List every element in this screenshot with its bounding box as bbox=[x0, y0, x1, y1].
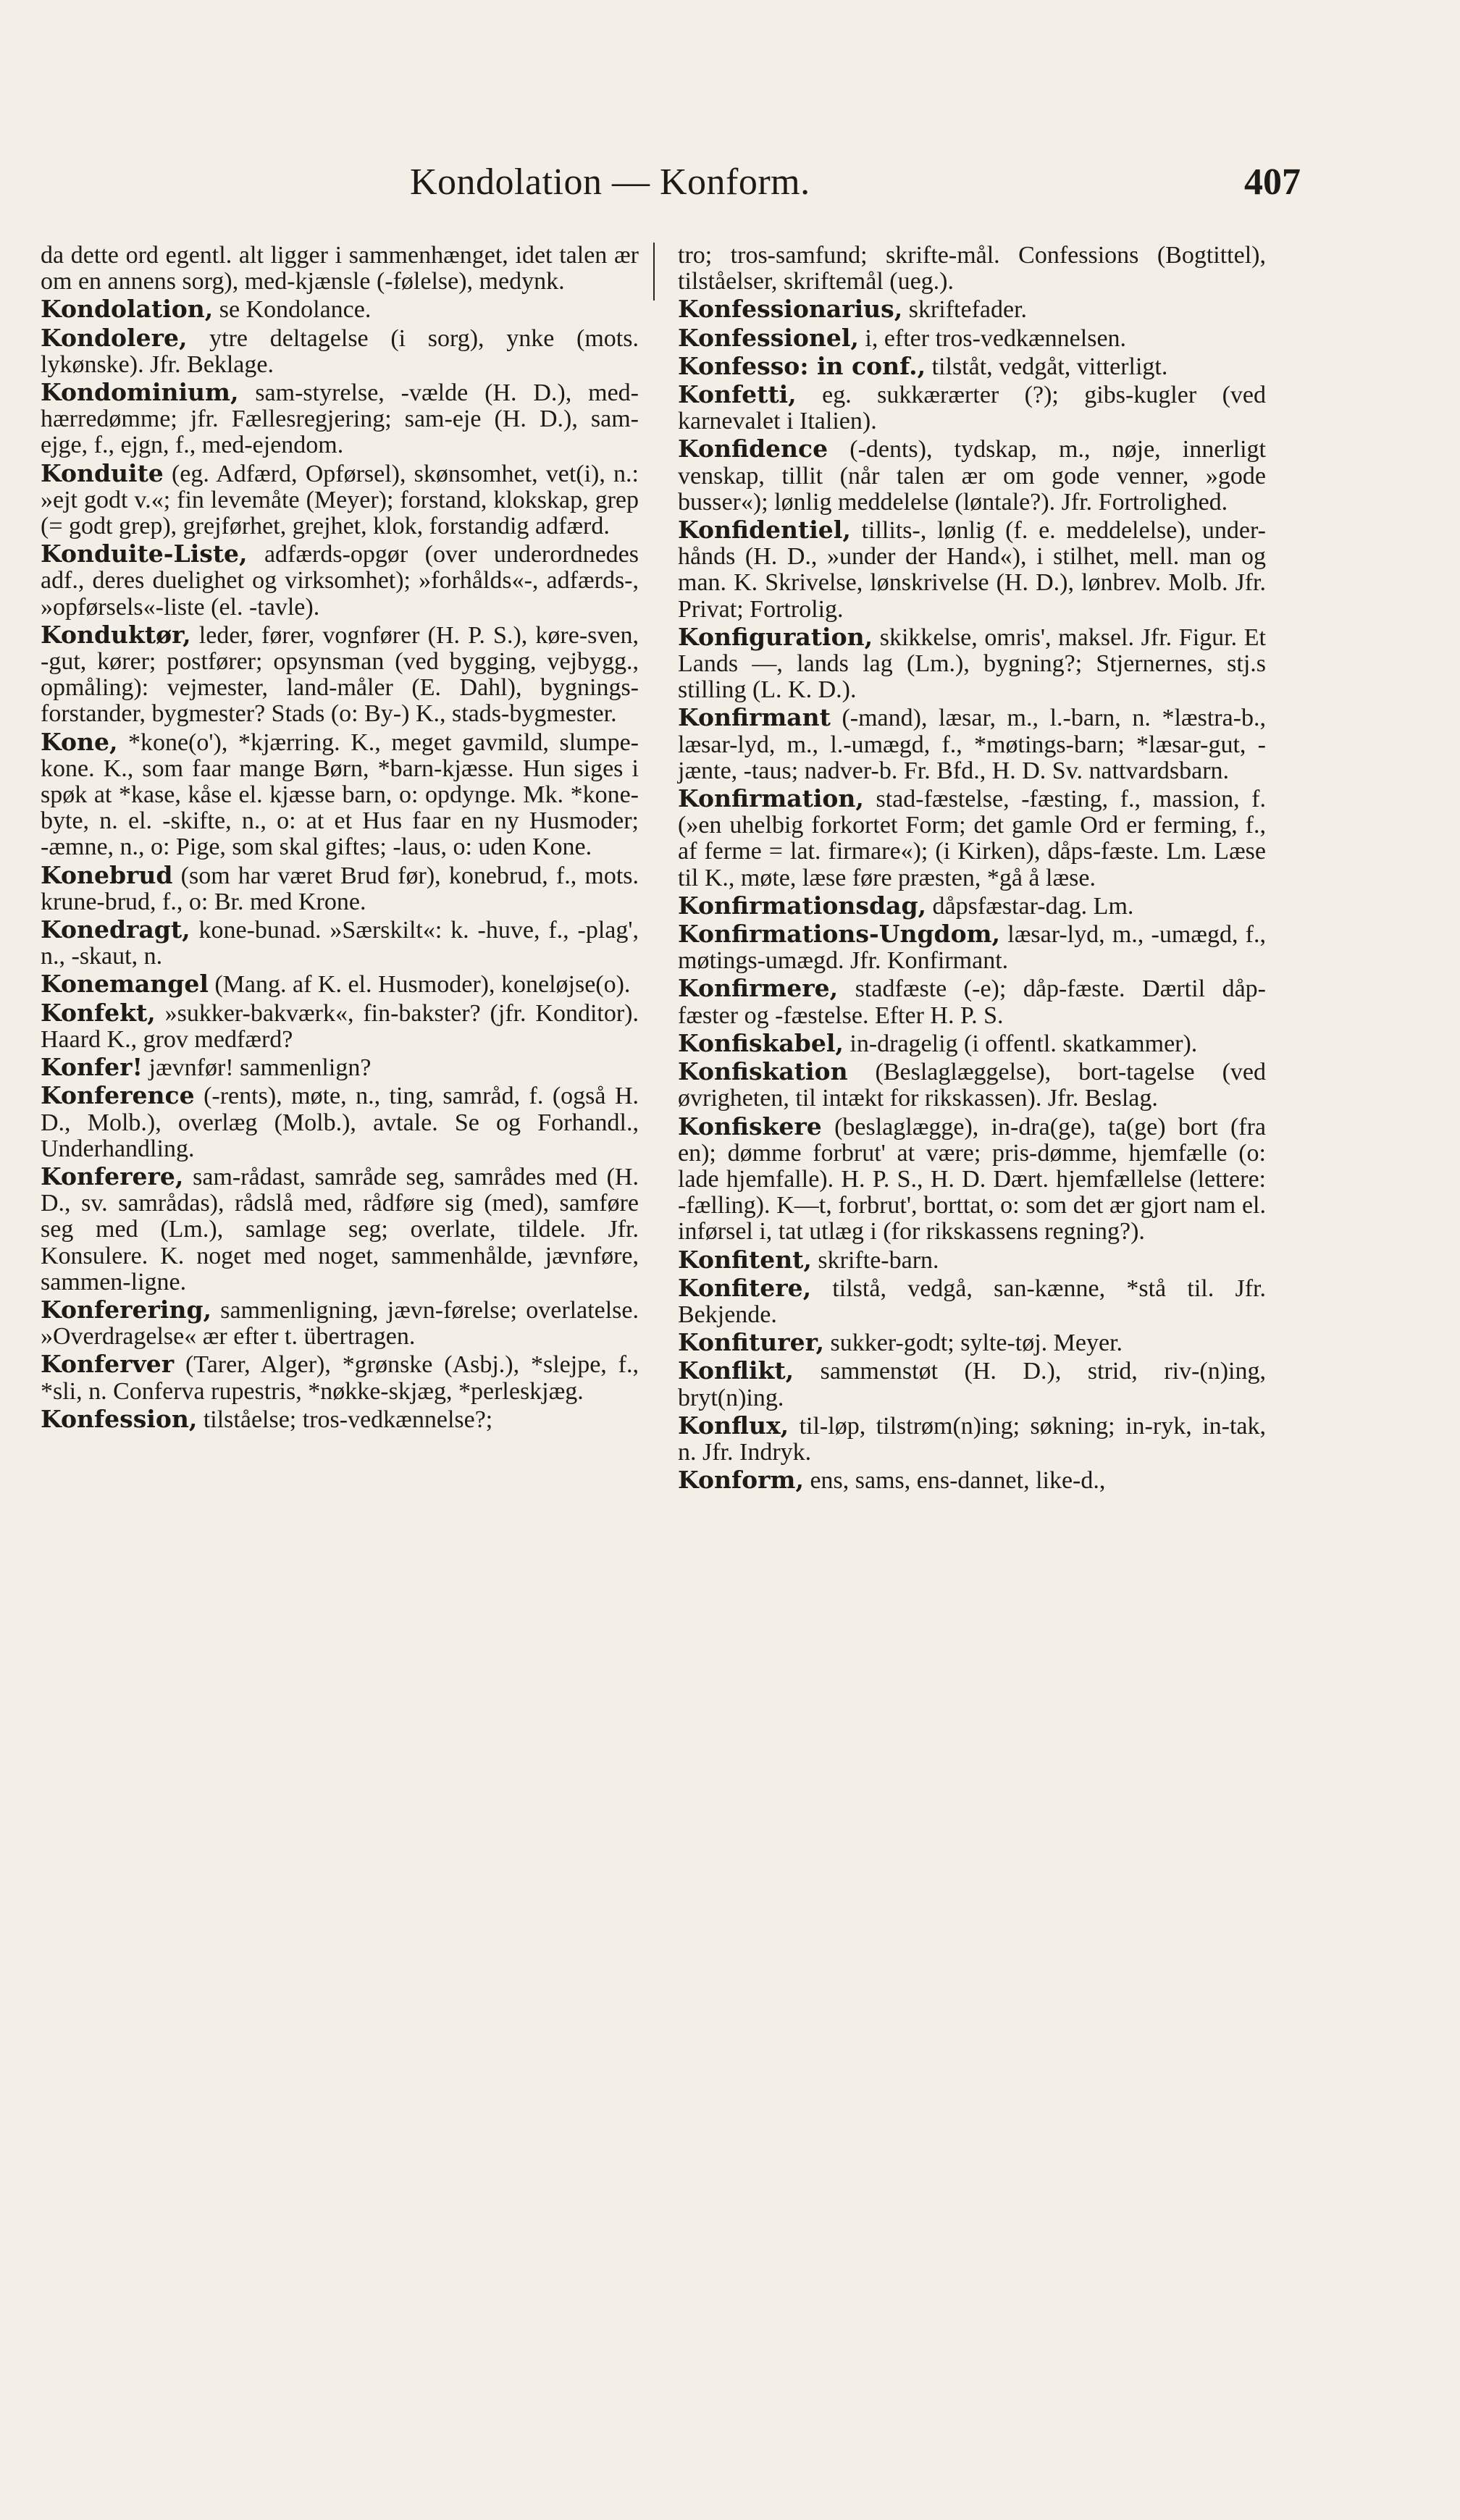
dictionary-entry bbox=[678, 624, 1266, 704]
entry-headword: Konflikt, bbox=[678, 1356, 794, 1385]
entry-definition: læsar-lyd, m., -umægd, f., møtings-umægd. Jfr. Konfirmant. bbox=[678, 921, 1266, 975]
entry-headword: Konfesso: in conf., bbox=[678, 351, 926, 380]
dictionary-entry bbox=[678, 1467, 1266, 1494]
dictionary-entry bbox=[678, 1247, 1266, 1274]
dictionary-entry bbox=[41, 1000, 639, 1053]
entry-definition: sukker-godt; sylte-tøj. Meyer. bbox=[824, 1330, 1123, 1357]
entry-definition: adfærds-opgør (over underordnedes adf., deres duelighet og virksomhet); »forhålds«-, adfærds-, »opførsels«-liste (el. -tavle). bbox=[41, 541, 639, 621]
entry-headword: Konfiskere bbox=[678, 1112, 822, 1141]
dictionary-entry bbox=[41, 1351, 639, 1404]
dictionary-entry bbox=[678, 1358, 1266, 1411]
entry-headword: Konferere, bbox=[41, 1162, 184, 1190]
entry-headword: Konfirmant bbox=[678, 703, 831, 732]
dictionary-entry bbox=[41, 729, 639, 861]
dictionary-entry bbox=[678, 382, 1266, 434]
page-title: Kondolation — Konform. bbox=[410, 161, 810, 203]
entry-headword: Kondolation, bbox=[41, 295, 214, 324]
dictionary-entry bbox=[678, 705, 1266, 784]
dictionary-entry bbox=[678, 353, 1266, 380]
column-divider bbox=[653, 243, 655, 301]
dictionary-entry bbox=[41, 622, 639, 728]
dictionary-entry bbox=[678, 786, 1266, 891]
dictionary-entry bbox=[678, 1330, 1266, 1356]
dictionary-entry bbox=[41, 1164, 639, 1295]
entry-headword: Konform, bbox=[678, 1466, 804, 1495]
entry-headword: Konfessionel, bbox=[678, 323, 859, 352]
entry-headword: Kone, bbox=[41, 727, 118, 756]
entry-definition: tilståt, vedgåt, vitterligt. bbox=[926, 353, 1168, 380]
right-column bbox=[678, 243, 1266, 1495]
entry-definition: (-mand), læsar, m., l.-barn, n. *læstra-b., læsar-lyd, m., l.-umægd, f., *møtings-barn; *læsar-gut, -jænte, -taus; nadver-b. Fr. Bfd., H. D. Sv. nattvardsbarn. bbox=[678, 705, 1266, 784]
entry-definition: leder, fører, vognfører (H. P. S.), køre-sven, -gut, kører; postfører; opsynsman (ved bygging, vejbygg., opmåling): vejmester, land-måler (E. Dahl), bygnings-forstander, bygmester? Stads (o: By-) K., stads-bygmester. bbox=[41, 621, 639, 728]
entry-definition: *kone(o'), *kjærring. K., meget gavmild, slumpe-kone. K., som faar mange Børn, *barn-kjæsse. Hun siges i spøk at *kase, kåse el. kjæsse barn, o: opdynge. Mk. *kone-byte, n. el. -skifte, n., o: at et Hus faar en ny Husmoder; -æmne, n., o: Pige, som skal giftes; -laus, o: uden Kone. bbox=[41, 728, 639, 861]
entry-headword: Konfiskation bbox=[678, 1057, 848, 1086]
entry-definition: tilstå, vedgå, san-kænne, *stå til. Jfr. Bekjende. bbox=[678, 1274, 1266, 1328]
entry-definition: ens, sams, ens-dannet, like-d., bbox=[803, 1467, 1106, 1495]
dictionary-entry bbox=[678, 296, 1266, 323]
dictionary-entry bbox=[41, 458, 639, 540]
entry-definition: sammenligning, jævn-førelse; overlatelse. »Overdragelse« ær efter t. übertragen. bbox=[41, 1296, 639, 1351]
entry-headword: Konfitere, bbox=[678, 1273, 812, 1302]
entry-definition: jævnfør! sammenlign? bbox=[143, 1054, 372, 1082]
running-head bbox=[410, 161, 1301, 211]
entry-definition: i, efter tros-vedkænnelsen. bbox=[858, 324, 1127, 352]
entry-definition: skikkelse, omris', maksel. Jfr. Figur. Et Lands —, lands lag (Lm.), bygning?; Stjernernes, stj.s stilling (L. K. D.). bbox=[678, 623, 1266, 704]
entry-headword: Konfessionarius, bbox=[678, 295, 903, 324]
entry-headword: Konfidence bbox=[678, 434, 828, 463]
entry-headword: Konfekt, bbox=[41, 998, 156, 1027]
page-number: 407 bbox=[1244, 161, 1301, 203]
entry-definition: »sukker-bakværk«, fin-bakster? (jfr. Konditor). Haard K., grov medfærd? bbox=[41, 999, 639, 1053]
entry-definition: (Mang. af K. el. Husmoder), koneløjse(o). bbox=[208, 971, 631, 999]
dictionary-entry bbox=[41, 917, 639, 970]
entry-definition: kone-bunad. »Særskilt«: k. -huve, f., -plag', n., -skaut, n. bbox=[41, 917, 639, 970]
dictionary-entry bbox=[678, 1030, 1266, 1057]
dictionary-entry bbox=[41, 541, 639, 621]
dictionary-entry bbox=[41, 1054, 639, 1081]
dictionary-entry bbox=[41, 379, 639, 459]
entry-headword: Konfession, bbox=[41, 1404, 198, 1433]
entry-definition: skrifte-barn. bbox=[811, 1246, 939, 1274]
dictionary-entry bbox=[41, 1083, 639, 1162]
entry-headword: Konebrud bbox=[41, 860, 173, 889]
entry-definition: (eg. Adfærd, Opførsel), skønsomhet, vet(i), n.: »ejt godt v.«; fin levemåte (Meyer); forstand, klokskap, grep (= godt grep), grejførhet, grejhet, klok, forstandig adfærd. bbox=[41, 460, 639, 540]
dictionary-entry bbox=[678, 325, 1266, 352]
dictionary-entry bbox=[678, 1413, 1266, 1466]
dictionary-entry bbox=[41, 296, 639, 323]
entry-definition: dåpsfæstar-dag. Lm. bbox=[926, 892, 1134, 920]
entry-headword: Konfiturer, bbox=[678, 1328, 825, 1357]
entry-headword: Konfiguration, bbox=[678, 622, 873, 651]
dictionary-entry bbox=[41, 243, 639, 295]
entry-definition: (Tarer, Alger), *grønske (Asbj.), *slejpe, f., *sli, n. Conferva rupestris, *nøkke-skjæg, *perleskjæg. bbox=[41, 1351, 639, 1405]
entry-definition: se Kondolance. bbox=[213, 296, 372, 324]
entry-headword: Konfiskabel, bbox=[678, 1028, 844, 1057]
entry-definition: in-dragelig (i offentl. skatkammer). bbox=[843, 1030, 1198, 1057]
entry-headword: Konfer! bbox=[41, 1053, 143, 1082]
entry-headword: Kondominium, bbox=[41, 378, 239, 407]
dictionary-entry bbox=[678, 436, 1266, 516]
entry-headword: Konfetti, bbox=[678, 380, 797, 409]
entry-headword: Konedragt, bbox=[41, 915, 190, 944]
entry-headword: Konfirmationsdag, bbox=[678, 891, 927, 920]
entry-definition: tilståelse; tros-vedkænnelse?; bbox=[197, 1406, 493, 1433]
entry-definition: (-dents), tydskap, m., nøje, innerligt venskap, tillit (når talen ær om gode venner, »gode busser«); lønlig meddelelse (løntale?). Jfr. Fortrolighed. bbox=[678, 436, 1266, 516]
entry-headword: Konference bbox=[41, 1081, 195, 1110]
entry-headword: Konferering, bbox=[41, 1295, 212, 1324]
entry-definition: stad-fæstelse, -fæsting, f., massion, f. (»en uhelbig forkortet Form; det gamle Ord er ferming, f., af ferme = lat. firmare«); (i Kirken), dåps-fæste. Lm. Læse til K., møte, læse føre præsten, *gå å læse. bbox=[678, 786, 1266, 891]
entry-definition: (som har været Brud før), konebrud, f., mots. krune-brud, f., o: Br. med Krone. bbox=[41, 862, 639, 915]
entry-headword: Konfirmere, bbox=[678, 974, 839, 1003]
entry-definition: sammenstøt (H. D.), strid, riv-(n)ing, bryt(n)ing. bbox=[678, 1358, 1266, 1411]
dictionary-entry bbox=[41, 971, 639, 998]
dictionary-entry bbox=[678, 243, 1266, 295]
dictionary-entry bbox=[41, 1297, 639, 1350]
entry-headword: Konemangel bbox=[41, 970, 209, 999]
entry-definition: ytre deltagelse (i sorg), ynke (mots. lykønske). Jfr. Beklage. bbox=[41, 324, 639, 378]
entry-headword: Konduite bbox=[41, 458, 164, 487]
dictionary-entry bbox=[41, 325, 639, 378]
entry-definition: da dette ord egentl. alt ligger i sammenhænget, idet talen ær om en annens sorg), med-kjænsle (-følelse), medynk. bbox=[41, 242, 639, 295]
entry-definition: tro; tros-samfund; skrifte-mål. Confessions (Bogtittel), tilståelser, skriftemål (ueg.). bbox=[678, 242, 1266, 295]
dictionary-entry bbox=[41, 862, 639, 915]
dictionary-entry bbox=[678, 893, 1266, 920]
entry-definition: tillits-, lønlig (f. e. meddelelse), under-hånds (H. D., »under der Hand«), i stilhet, mell. man og man. K. Skrivelse, lønskrivelse (H. D.), lønbrev. Molb. Jfr. Privat; Fortrolig. bbox=[678, 517, 1266, 623]
dictionary-entry bbox=[678, 517, 1266, 623]
dictionary-entry bbox=[678, 1275, 1266, 1328]
dictionary-entry bbox=[678, 1059, 1266, 1112]
entry-headword: Konduktør, bbox=[41, 620, 191, 649]
entry-definition: skriftefader. bbox=[902, 296, 1028, 324]
entry-definition: sam-styrelse, -vælde (H. D.), med-hærredømme; jfr. Fællesregjering; sam-eje (H. D.), sam-ejge, f., ejgn, f., med-ejendom. bbox=[41, 379, 639, 459]
entry-definition: eg. sukkærærter (?); gibs-kugler (ved karnevalet i Italien). bbox=[678, 382, 1266, 435]
entry-headword: Kondolere, bbox=[41, 323, 188, 352]
left-column bbox=[41, 243, 639, 1435]
entry-definition: (beslaglægge), in-dra(ge), ta(ge) bort (fra en); dømme forbrut' at være; pris-dømme, hjemfælle (o: lade hjemfalle). H. P. S., H. D. Dært. hjemfællelse (lettere: -fælling). K—t, forbrut', borttat, o: som det ær gjort nam el. inførsel i, tat utlæg i (for rikskassens regning?). bbox=[678, 1113, 1266, 1246]
entry-definition: stadfæste (-e); dåp-fæste. Dærtil dåp-fæster og -fæstelse. Efter H. P. S. bbox=[678, 975, 1266, 1029]
entry-definition: til-løp, tilstrøm(n)ing; søkning; in-ryk, in-tak, n. Jfr. Indryk. bbox=[678, 1412, 1266, 1466]
dictionary-entry bbox=[41, 1406, 639, 1433]
entry-headword: Konduite-Liste, bbox=[41, 539, 248, 568]
entry-headword: Konfidentiel, bbox=[678, 516, 851, 545]
dictionary-entry bbox=[678, 1114, 1266, 1246]
entry-headword: Konfirmation, bbox=[678, 784, 864, 813]
entry-headword: Konflux, bbox=[678, 1411, 789, 1440]
entry-definition: (Beslaglæggelse), bort-tagelse (ved øvrigheten, til intækt for rikskassen). Jfr. Beslag. bbox=[678, 1059, 1266, 1112]
dictionary-entry bbox=[678, 975, 1266, 1028]
entry-headword: Konferver bbox=[41, 1350, 175, 1379]
dictionary-entry bbox=[678, 921, 1266, 974]
entry-definition: sam-rådast, samråde seg, samrådes med (H. D., sv. samrådas), rådslå med, rådføre sig (med), samføre seg med (Lm.), samlage seg; overlate, tildele. Jfr. Konsulere. K. noget med noget, sammenhålde, jævnføre, sammen-ligne. bbox=[41, 1163, 639, 1295]
entry-headword: Konfirmations-Ungdom, bbox=[678, 920, 1001, 949]
entry-definition: (-rents), møte, n., ting, samråd, f. (også H. D., Molb.), overlæg (Molb.), avtale. Se og Forhandl., Underhandling. bbox=[41, 1083, 639, 1162]
entry-headword: Konfitent, bbox=[678, 1245, 812, 1274]
